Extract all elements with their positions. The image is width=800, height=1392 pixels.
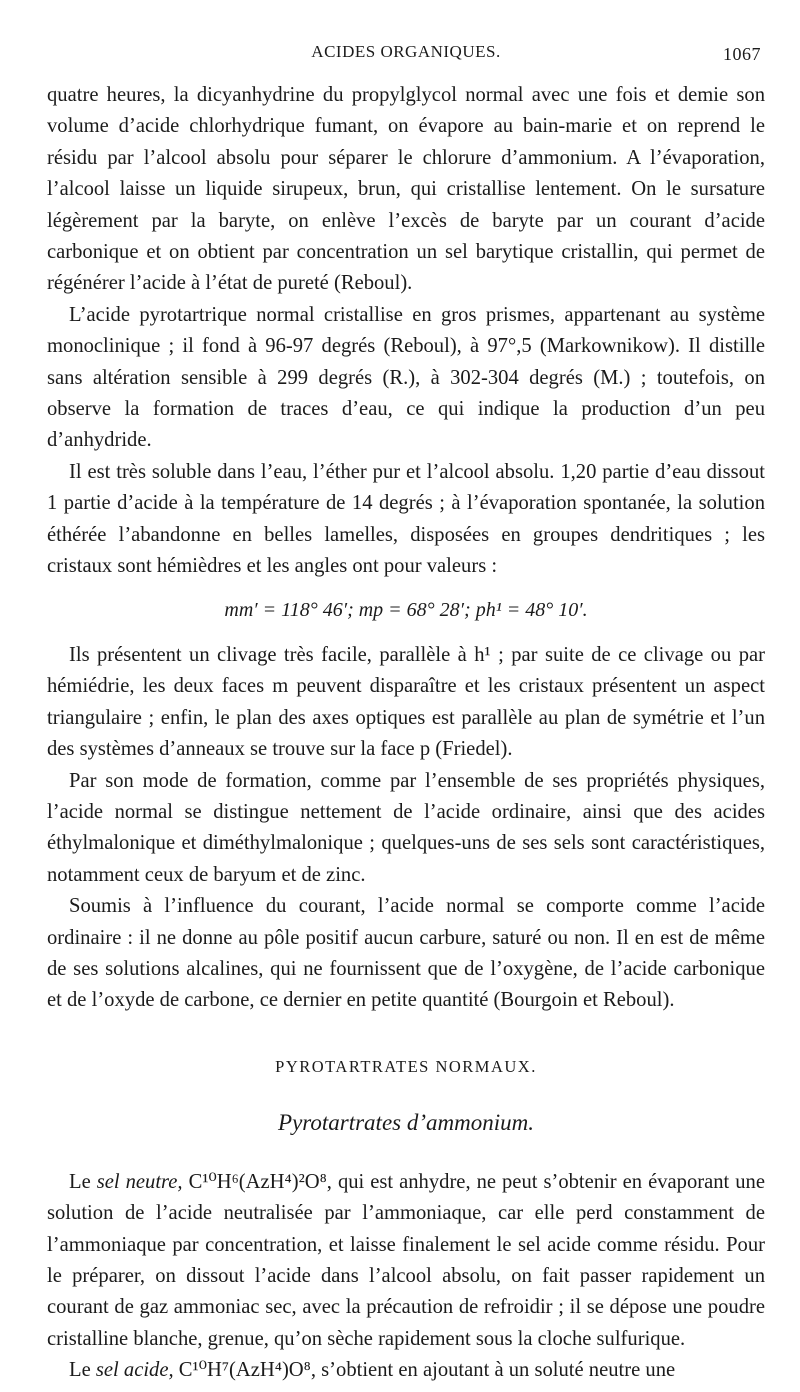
paragraph-1: quatre heures, la dicyanhydrine du propylglycol normal avec une fois et demie son volume d’acide chlorhydrique fumant, on évapore au bain-marie et on reprend le résidu par l’alcool absolu pour séparer le chlorure d’ammonium. A l’évaporation, l’alcool laisse un liquide sirupeux, brun, qui cristallise lentement. On le sursature légèrement par la baryte, on enlève l’excès de baryte par un courant d’acide carbonique et on obtient par concentration un sel barytique cristallin, qui permet de régénérer l’acide à l’état de pureté (Reboul). (47, 84, 765, 295)
subsection-title: Pyrotartrates d’ammonium. (278, 1109, 534, 1135)
paragraph-3: Il est très soluble dans l’eau, l’éther pur et l’alcool absolu. 1,20 partie d’eau dissout 1 partie d’acide à la température de 14 degrés ; à l’évaporation spontanée, la solution éthérée l’abandonne en belles lamelles, disposées en groupes dendritiques ; les cristaux sont hémièdres et les angles ont pour valeurs : (47, 460, 765, 578)
paragraph-7-text: C¹⁰H⁶(AzH⁴)²O⁸, qui est anhydre, ne peut s’obtenir en évaporant une solution de l’acide neutralisée par l’ammoniaque, car elle perd constamment de l’ammoniaque par concentration, et laisse finalement le sel acide comme résidu. Pour le préparer, on dissout l’acide dans l’alcool absolu, on fait passer rapidement un courant de gaz ammoniac sec, avec la précaution de refroidir ; il se dépose une poudre cristalline blanche, grenue, qu’on sèche rapidement sous la cloche sulfurique. (47, 1170, 765, 1350)
body-text (47, 80, 765, 1387)
paragraph-7 (47, 1167, 765, 1355)
paragraph-8 (47, 1355, 765, 1386)
paragraph-8-text: C¹⁰H⁷(AzH⁴)O⁸, s’obtient en ajoutant à un soluté neutre une (173, 1359, 676, 1382)
paragraph-7-term: sel neutre, (96, 1170, 183, 1193)
paragraph-8-term: sel acide, (95, 1359, 174, 1382)
paragraph-4: Ils présentent un clivage très facile, parallèle à h¹ ; par suite de ce clivage ou par hémiédrie, les deux faces m peuvent disparaître et les cristaux présentent un aspect triangulaire ; enfin, le plan des axes optiques est parallèle au plan de symétrie et l’un des systèmes d’anneaux se trouve sur la face p (Friedel). (47, 643, 765, 761)
paragraph-5: Par son mode de formation, comme par l’ensemble de ses propriétés physiques, l’acide normal se distingue nettement de l’acide ordinaire, ainsi que des acides éthylmalonique et diméthylmalonique ; quelques-uns de ses sels sont caractéristiques, notamment ceux de baryum et de zinc. (47, 769, 765, 886)
running-head (47, 40, 765, 68)
paragraph-2: L’acide pyrotartrique normal cristallise en gros prismes, appartenant au système monoclinique ; il fond à 96-97 degrés (Reboul), à 97°,5 (Markownikow). Il distille sans altération sensible à 299 degrés (R.), à 302-304 degrés (M.) ; toutefois, on observe la formation de traces d’eau, ce qui indique la production d’un peu d’anhydride. (47, 303, 765, 452)
section-title: PYROTARTRATES NORMAUX. (275, 1056, 537, 1076)
crystal-angles-formula: mm′ = 118° 46′; mp = 68° 28′; ph¹ = 48° 10′. (224, 598, 588, 621)
running-head-title: ACIDES ORGANIQUES. (311, 42, 501, 61)
paragraph-7-lead: Le (69, 1170, 97, 1193)
book-page (47, 40, 765, 1387)
paragraph-6: Soumis à l’influence du courant, l’acide normal se comporte comme l’acide ordinaire : il ne donne au pôle positif aucun carbure, saturé ou non. Il en est de même de ses solutions alcalines, qui ne fournissent que de l’oxygène, de l’acide carbonique et de l’oxyde de carbone, ce dernier en petite quantité (Bourgoin et Reboul). (47, 895, 765, 1012)
paragraph-8-lead: Le (69, 1359, 96, 1382)
page-number: 1067 (723, 44, 761, 64)
